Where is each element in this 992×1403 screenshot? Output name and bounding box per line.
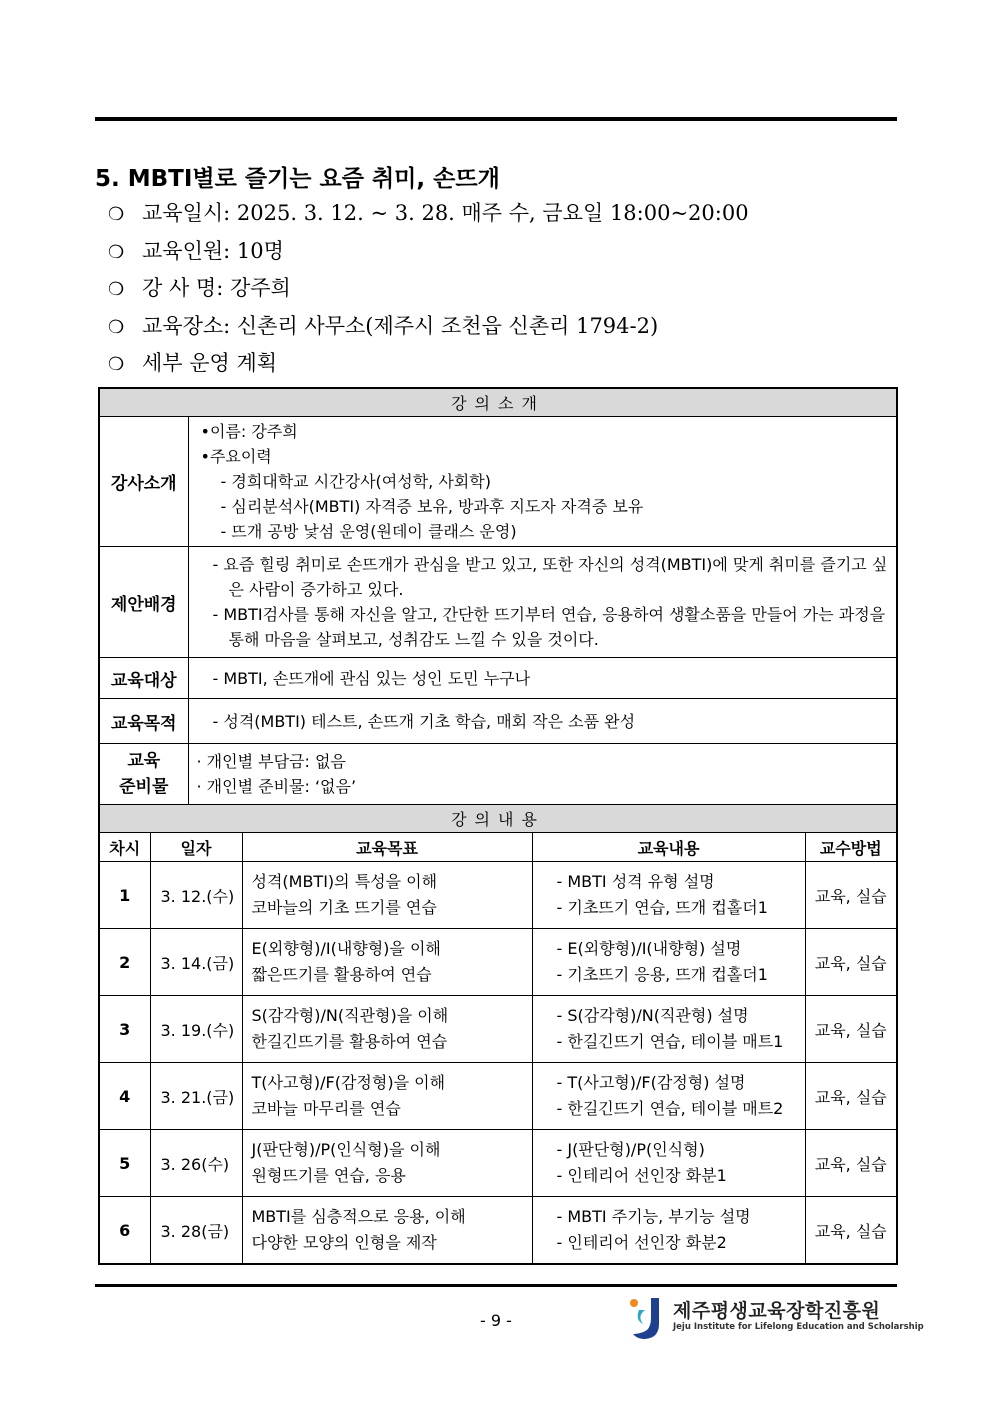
table-row xyxy=(99,1197,897,1265)
bullet-text: 교육일시: 2025. 3. 12. ~ 3. 28. 매주 수, 금요일 18:00~20:00 xyxy=(142,201,749,225)
background-content xyxy=(188,547,897,658)
session-content xyxy=(532,1063,805,1130)
goal-line: 원형뜨기를 연습, 응용 xyxy=(251,1166,406,1185)
materials-line: · 개인별 부담금: 없음 xyxy=(196,752,346,771)
content-line: - MBTI 주기능, 부기능 설명 xyxy=(556,1207,751,1226)
instructor-label: 강사소개 xyxy=(99,417,188,547)
content-line: - 인테리어 선인장 화분1 xyxy=(556,1166,727,1185)
col-header-goal: 교육목표 xyxy=(242,833,532,862)
materials-label xyxy=(99,744,188,805)
bullet-mark: ❍ xyxy=(108,317,125,338)
session-date: 3. 21.(금) xyxy=(150,1063,242,1130)
session-number: 6 xyxy=(99,1197,150,1265)
bullet-capacity xyxy=(108,236,284,268)
intro-band: 강의소개 xyxy=(99,388,897,417)
background-row xyxy=(99,547,897,658)
col-header-date: 일자 xyxy=(150,833,242,862)
bullet-text: 교육인원: 10명 xyxy=(142,239,284,263)
session-goal xyxy=(242,1063,532,1130)
top-rule xyxy=(95,117,897,121)
session-content xyxy=(532,996,805,1063)
session-number: 2 xyxy=(99,929,150,996)
table-row xyxy=(99,929,897,996)
session-method: 교육, 실습 xyxy=(805,862,897,929)
goal-line: J(판단형)/P(인식형)을 이해 xyxy=(251,1140,441,1159)
goal-line: S(감각형)/N(직관형)을 이해 xyxy=(251,1006,449,1025)
session-goal xyxy=(242,1130,532,1197)
instructor-line: •이름: 강주희 xyxy=(200,422,298,441)
bullet-text: 세부 운영 계획 xyxy=(142,351,278,375)
session-content xyxy=(532,1197,805,1265)
emblem-leaf-teal xyxy=(638,1310,645,1324)
goal-line: 짧은뜨기를 활용하여 연습 xyxy=(251,965,432,984)
table-row xyxy=(99,1063,897,1130)
background-line: - MBTI검사를 통해 자신을 알고, 간단한 뜨기부터 연습, 응용하여 생활소품을 만들어 가는 과정을 통해 마음을 살펴보고, 성취감도 느낄 수 있을 것이다. xyxy=(212,605,886,649)
session-method: 교육, 실습 xyxy=(805,929,897,996)
session-content xyxy=(532,862,805,929)
session-number: 1 xyxy=(99,862,150,929)
background-line: - 요즘 힐링 취미로 손뜨개가 관심을 받고 있고, 또한 자신의 성격(MBTI)에 맞게 취미를 즐기고 싶은 사람이 증가하고 있다. xyxy=(212,555,888,599)
goal-line: 다양한 모양의 인형을 제작 xyxy=(251,1233,437,1252)
target-row xyxy=(99,658,897,699)
session-method: 교육, 실습 xyxy=(805,1063,897,1130)
session-date: 3. 12.(수) xyxy=(150,862,242,929)
target-text: - MBTI, 손뜨개에 관심 있는 성인 도민 누구나 xyxy=(188,658,897,699)
bullet-mark: ❍ xyxy=(108,354,125,375)
institute-logo xyxy=(625,1294,924,1342)
content-line: - 한길긴뜨기 연습, 테이블 매트2 xyxy=(556,1099,784,1118)
content-line: - 인테리어 선인장 화분2 xyxy=(556,1233,727,1252)
goal-line: 코바늘 마무리를 연습 xyxy=(251,1099,401,1118)
goal-line: 한길긴뜨기를 활용하여 연습 xyxy=(251,1032,448,1051)
materials-line: · 개인별 준비물: ‘없음’ xyxy=(196,777,357,796)
institute-subtitle: Jeju Institute for Lifelong Education and Scholarship xyxy=(673,1322,924,1332)
goal-line: E(외향형)/I(내향형)을 이해 xyxy=(251,939,441,958)
goal-line: T(사고형)/F(감정형)을 이해 xyxy=(251,1073,446,1092)
column-header-row xyxy=(99,833,897,862)
session-number: 4 xyxy=(99,1063,150,1130)
session-number: 3 xyxy=(99,996,150,1063)
page-number: - 9 - xyxy=(480,1311,512,1330)
bullet-mark: ❍ xyxy=(108,204,125,225)
institute-name: 제주평생교육장학진흥원 xyxy=(673,1300,881,1322)
bullet-plan xyxy=(108,348,277,380)
instructor-line: - 뜨개 공방 낯섬 운영(원데이 클래스 운영) xyxy=(220,522,517,541)
session-method: 교육, 실습 xyxy=(805,1197,897,1265)
materials-label-line: 교육 xyxy=(127,751,161,771)
content-band: 강의내용 xyxy=(99,805,897,833)
content-line: - S(감각형)/N(직관형) 설명 xyxy=(556,1006,749,1025)
content-line: - T(사고형)/F(감정형) 설명 xyxy=(556,1073,746,1092)
session-method: 교육, 실습 xyxy=(805,996,897,1063)
section-title: 5. MBTI별로 즐기는 요즘 취미, 손뜨개 xyxy=(95,166,500,192)
instructor-line: - 경희대학교 시간강사(여성학, 사회학) xyxy=(220,472,491,491)
session-date: 3. 14.(금) xyxy=(150,929,242,996)
session-content xyxy=(532,1130,805,1197)
session-goal xyxy=(242,996,532,1063)
content-band-row xyxy=(99,805,897,833)
content-line: - J(판단형)/P(인식형) xyxy=(556,1140,705,1159)
intro-band-row xyxy=(99,388,897,417)
col-header-content: 교육내용 xyxy=(532,833,805,862)
session-goal xyxy=(242,929,532,996)
materials-row xyxy=(99,744,897,805)
materials-label-line: 준비물 xyxy=(119,777,169,797)
goal-text: - 성격(MBTI) 테스트, 손뜨개 기초 학습, 매회 작은 소품 완성 xyxy=(188,699,897,744)
instructor-content xyxy=(188,417,897,547)
table-row xyxy=(99,1130,897,1197)
bullet-schedule xyxy=(108,198,749,230)
course-plan-table xyxy=(98,387,898,1265)
bullet-mark: ❍ xyxy=(108,242,125,263)
background-label: 제안배경 xyxy=(99,547,188,658)
bullet-text: 교육장소: 신촌리 사무소(제주시 조천읍 신촌리 1794-2) xyxy=(142,314,659,338)
session-goal xyxy=(242,862,532,929)
col-header-session: 차시 xyxy=(99,833,150,862)
emblem-dot-orange xyxy=(630,1299,638,1307)
bullet-mark: ❍ xyxy=(108,279,125,300)
bullet-location xyxy=(108,311,658,343)
col-header-method: 교수방법 xyxy=(805,833,897,862)
goal-label: 교육목적 xyxy=(99,699,188,744)
session-method: 교육, 실습 xyxy=(805,1130,897,1197)
instructor-line: - 심리분석사(MBTI) 자격증 보유, 방과후 지도자 자격증 보유 xyxy=(220,497,644,516)
bullet-text: 강 사 명: 강주희 xyxy=(142,276,291,300)
goal-row xyxy=(99,699,897,744)
session-goal xyxy=(242,1197,532,1265)
session-date: 3. 28(금) xyxy=(150,1197,242,1265)
session-content xyxy=(532,929,805,996)
session-number: 5 xyxy=(99,1130,150,1197)
materials-content xyxy=(188,744,897,805)
session-date: 3. 26(수) xyxy=(150,1130,242,1197)
instructor-line: •주요이력 xyxy=(200,447,272,466)
bullet-instructor xyxy=(108,273,291,305)
session-date: 3. 19.(수) xyxy=(150,996,242,1063)
target-label: 교육대상 xyxy=(99,658,188,699)
institute-emblem-icon xyxy=(625,1294,669,1342)
content-line: - E(외향형)/I(내향형) 설명 xyxy=(556,939,742,958)
table-row xyxy=(99,862,897,929)
goal-line: 성격(MBTI)의 특성을 이해 xyxy=(251,872,438,891)
table-row xyxy=(99,996,897,1063)
content-line: - 기초뜨기 연습, 뜨개 컵홀더1 xyxy=(556,898,768,917)
content-line: - 한길긴뜨기 연습, 테이블 매트1 xyxy=(556,1032,784,1051)
goal-line: MBTI를 심층적으로 응용, 이해 xyxy=(251,1207,466,1226)
goal-line: 코바늘의 기초 뜨기를 연습 xyxy=(251,898,437,917)
bottom-rule xyxy=(95,1284,897,1287)
instructor-row xyxy=(99,417,897,547)
content-line: - 기초뜨기 응용, 뜨개 컵홀더1 xyxy=(556,965,768,984)
content-line: - MBTI 성격 유형 설명 xyxy=(556,872,715,891)
